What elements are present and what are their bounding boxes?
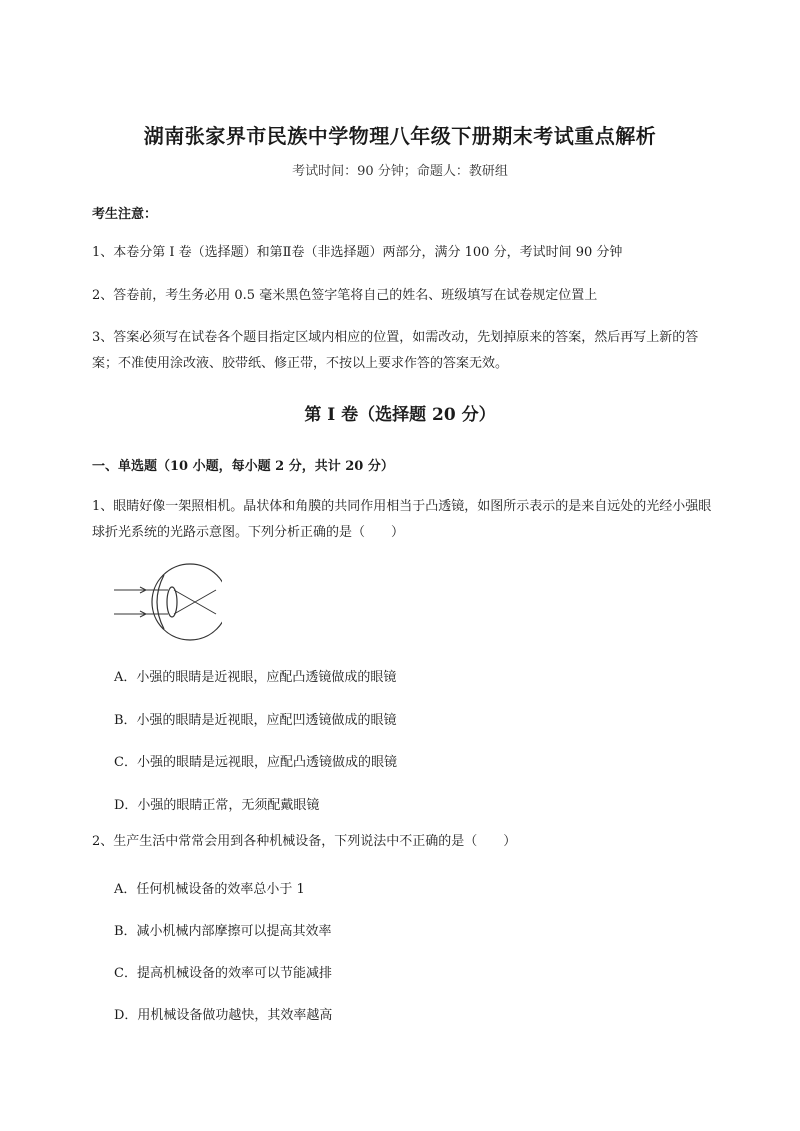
question-2-option-c: C．提高机械设备的效率可以节能减排	[114, 966, 332, 981]
question-2-option-a: A．任何机械设备的效率总小于 1	[114, 882, 305, 897]
cornea-outline	[157, 575, 164, 629]
notice-item-2: 2、答卷前，考生务必用 0.5 毫米黑色签字笔将自己的姓名、班级填写在试卷规定位置上	[92, 288, 598, 303]
eye-diagram-figure	[112, 562, 222, 646]
question-1-option-b: B．小强的眼睛是近视眼，应配凹透镜做成的眼镜	[114, 713, 397, 728]
question-1-option-c: C．小强的眼睛是远视眼，应配凸透镜做成的眼镜	[114, 755, 397, 770]
question-1-option-a: A．小强的眼睛是近视眼，应配凸透镜做成的眼镜	[114, 670, 397, 685]
part-heading: 一、单选题（10 小题，每小题 2 分，共计 20 分）	[92, 459, 394, 474]
question-2-stem: 2、生产生活中常常会用到各种机械设备，下列说法中不正确的是（ ）	[92, 834, 517, 849]
question-1-option-d: D．小强的眼睛正常，无须配戴眼镜	[114, 798, 320, 813]
exam-info: 考试时间：90 分钟；命题人：教研组	[292, 164, 508, 179]
notice-heading: 考生注意：	[92, 207, 158, 222]
notice-item-3: 3、答案必须写在试卷各个题目指定区域内相应的位置，如需改动，先划掉原来的答案，然后再写上新的答案；不准使用涂改液、胶带纸、修正带，不按以上要求作答的答案无效。	[92, 330, 699, 371]
question-2-option-b: B．减小机械内部摩擦可以提高其效率	[114, 924, 332, 939]
lens-outline	[167, 587, 177, 617]
question-2-option-d: D．用机械设备做功越快，其效率越高	[114, 1008, 333, 1023]
question-1-stem: 1、眼睛好像一架照相机。晶状体和角膜的共同作用相当于凸透镜，如图所示表示的是来自远处的光经小强眼球折光系统的光路示意图。下列分析正确的是（ ）	[92, 499, 712, 540]
eyeball-outline	[152, 564, 222, 640]
page-title: 湖南张家界市民族中学物理八年级下册期末考试重点解析	[143, 124, 657, 148]
notice-item-1: 1、本卷分第 I 卷（选择题）和第Ⅱ卷（非选择题）两部分，满分 100 分，考试时间 90 分钟	[92, 245, 623, 260]
section-title: 第 I 卷（选择题 20 分）	[304, 405, 496, 425]
